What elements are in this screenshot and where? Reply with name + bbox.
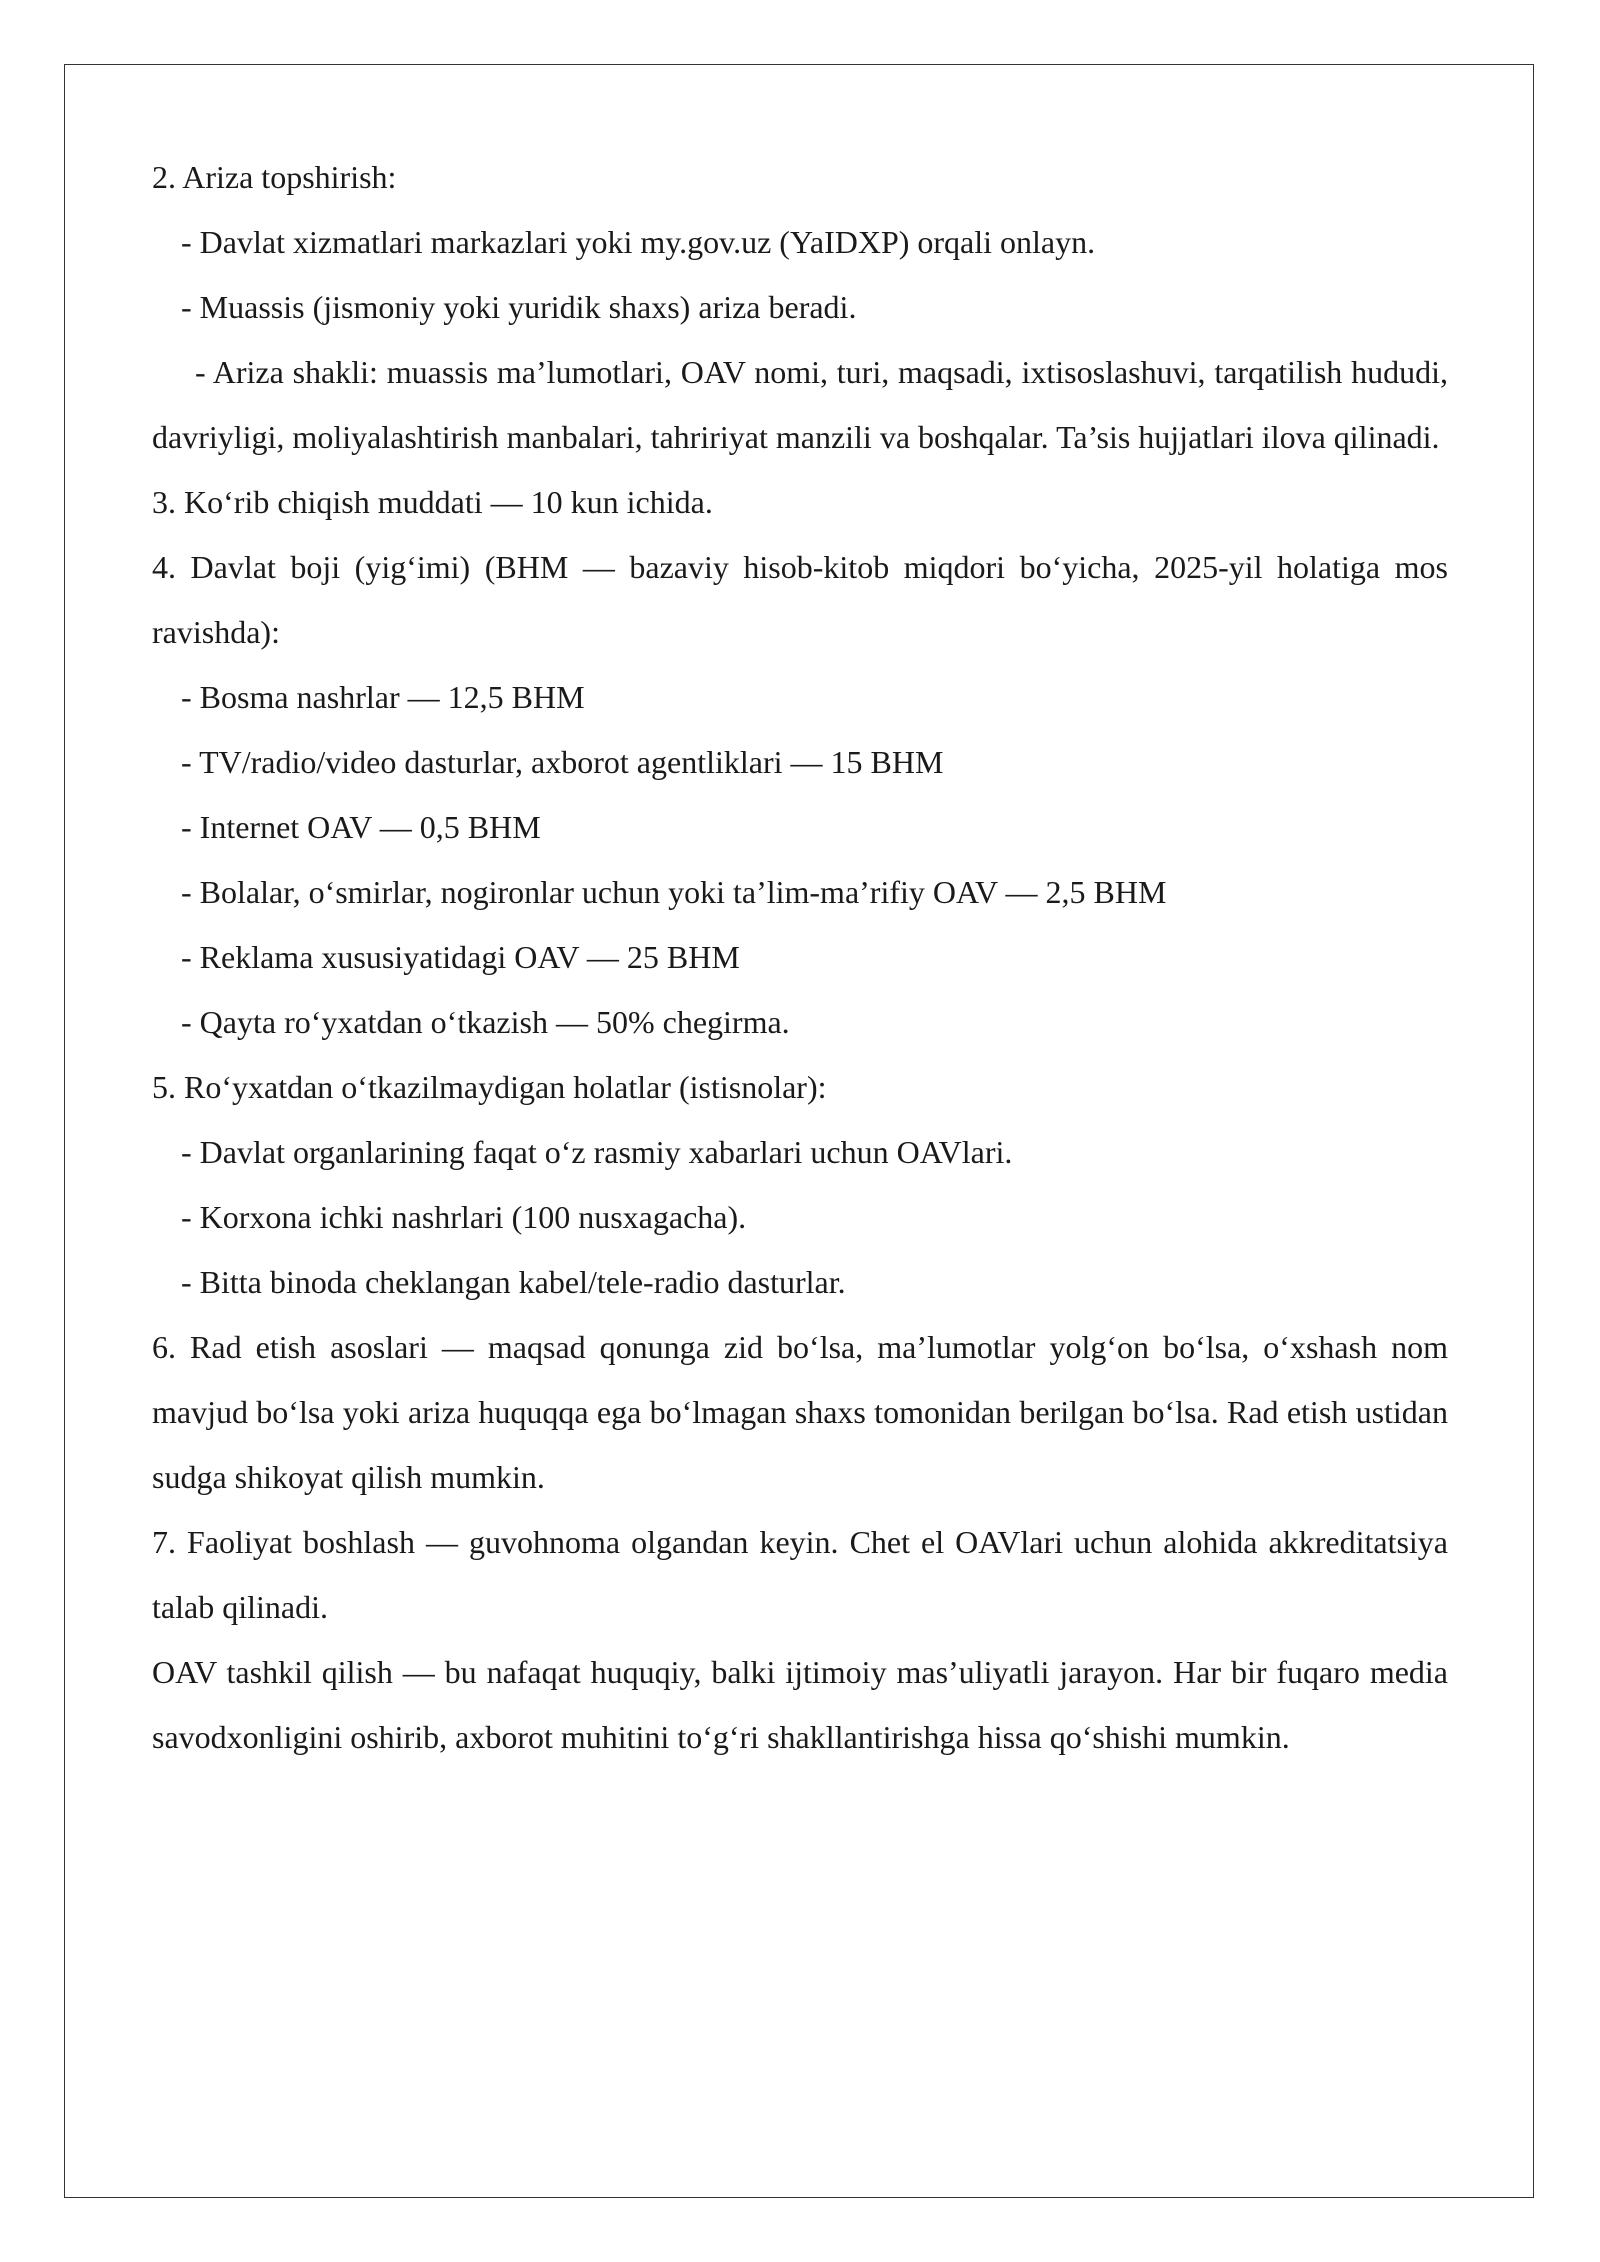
step-2-item-founder: - Muassis (jismoniy yoki yuridik shaxs) ariza beradi.: [181, 289, 857, 325]
exception-item-internal: - Korxona ichki nashrlari (100 nusxagacha).: [181, 1199, 747, 1235]
document-body: [152, 145, 1448, 1770]
fee-item-tv-radio: - TV/radio/video dasturlar, axborot agentliklari — 15 BHM: [181, 744, 944, 780]
step-7-paragraph: 7. Faoliyat boshlash — guvohnoma olgandan keyin. Chet el OAVlari uchun alohida akkreditatsiya talab qilinadi.: [152, 1524, 1448, 1625]
step-4-heading: 4. Davlat boji (yig‘imi) (BHM — bazaviy hisob-kitob miqdori bo‘yicha, 2025-yil holatiga mos ravishda):: [152, 549, 1448, 650]
step-2-heading: 2. Ariza topshirish:: [152, 159, 397, 195]
step-2-item-online: - Davlat xizmatlari markazlari yoki my.gov.uz (YaIDXP) orqali onlayn.: [181, 224, 1096, 260]
fee-item-children: - Bolalar, o‘smirlar, nogironlar uchun yoki ta’lim-ma’rifiy OAV — 2,5 BHM: [181, 874, 1167, 910]
fee-item-print: - Bosma nashrlar — 12,5 BHM: [181, 679, 585, 715]
fee-item-reregistration: - Qayta ro‘yxatdan o‘tkazish — 50% chegirma.: [181, 1004, 790, 1040]
fee-item-advertising: - Reklama xususiyatidagi OAV — 25 BHM: [181, 939, 740, 975]
step-5-heading: 5. Ro‘yxatdan o‘tkazilmaydigan holatlar (istisnolar):: [152, 1069, 827, 1105]
exception-item-state: - Davlat organlarining faqat o‘z rasmiy xabarlari uchun OAVlari.: [181, 1134, 1013, 1170]
fee-item-internet: - Internet OAV — 0,5 BHM: [181, 809, 541, 845]
step-6-paragraph: 6. Rad etish asoslari — maqsad qonunga zid bo‘lsa, ma’lumotlar yolg‘on bo‘lsa, o‘xshash nom mavjud bo‘lsa yoki ariza huquqqa ega bo‘lmagan shaxs tomonidan berilgan bo‘lsa. Rad etish ustidan sudga shikoyat qilish mumkin.: [152, 1329, 1448, 1495]
exception-item-cable: - Bitta binoda cheklangan kabel/tele-radio dasturlar.: [181, 1264, 846, 1300]
closing-paragraph: OAV tashkil qilish — bu nafaqat huquqiy, balki ijtimoiy mas’uliyatli jarayon. Har bir fuqaro media savodxonligini oshirib, axborot muhitini to‘g‘ri shakllantirishga hissa qo‘shishi mumkin.: [152, 1654, 1448, 1755]
step-3-heading: 3. Ko‘rib chiqish muddati — 10 kun ichida.: [152, 484, 713, 520]
step-2-item-form: - Ariza shakli: muassis ma’lumotlari, OAV nomi, turi, maqsadi, ixtisoslashuvi, tarqatilish hududi, davriyligi, moliyalashtirish manbalari, tahririyat manzili va boshqalar. Ta’sis hujjatlari ilova qilinadi.: [152, 354, 1448, 455]
